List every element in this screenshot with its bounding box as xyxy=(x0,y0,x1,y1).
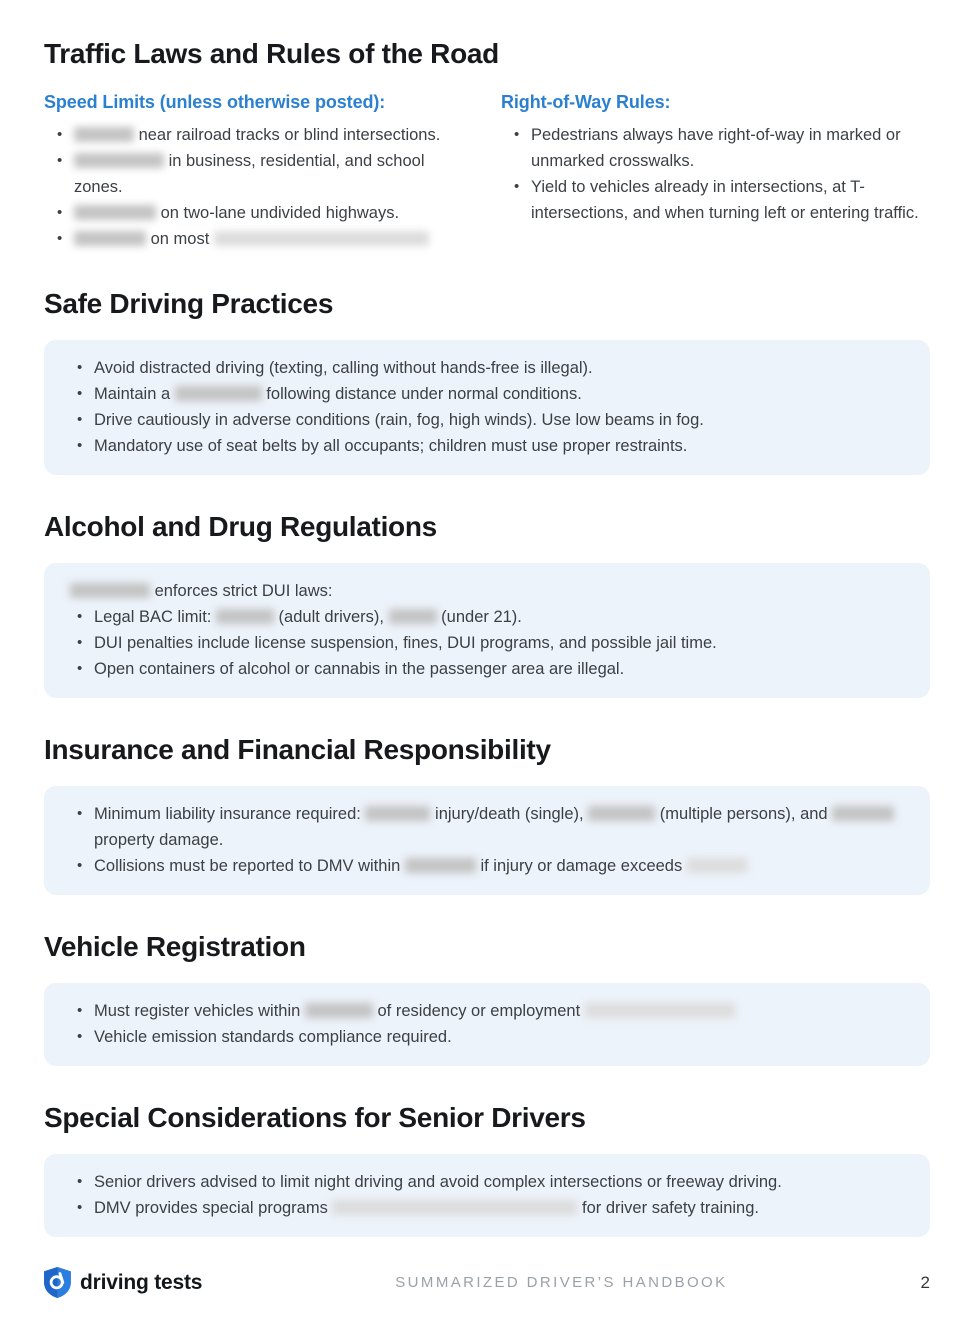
driving-tests-wordmark: driving tests xyxy=(80,1270,203,1294)
bullet-item: • in business, residential, and school zones. xyxy=(74,148,473,200)
bullet-item: • Drive cautiously in adverse conditions (rain, fog, high winds). Use low beams in fog. xyxy=(94,407,904,433)
bullet-item: • Minimum liability insurance required: injury/death (single), (multiple persons), and property damage. xyxy=(94,801,904,853)
alcohol-drugs-list xyxy=(70,604,904,682)
callout-senior-drivers xyxy=(44,1154,930,1237)
section-senior-drivers xyxy=(44,1102,930,1237)
bullet-item: • Mandatory use of seat belts by all occupants; children must use proper restraints. xyxy=(94,433,904,459)
section-vehicle-registration xyxy=(44,931,930,1066)
bullet-item: • Yield to vehicles already in intersections, at T-intersections, and when turning left or entering traffic. xyxy=(531,174,930,226)
bullet-item: • Pedestrians always have right-of-way in marked or unmarked crosswalks. xyxy=(531,122,930,174)
redacted-text xyxy=(389,609,437,624)
callout-insurance xyxy=(44,786,930,895)
redacted-text xyxy=(588,806,655,821)
insurance-list xyxy=(70,801,904,879)
right-of-way-column xyxy=(501,92,930,252)
bullet-item: • Legal BAC limit: (adult drivers), (under 21). xyxy=(94,604,904,630)
redacted-text xyxy=(332,1200,577,1215)
bullet-item: • on most xyxy=(74,226,473,252)
section-alcohol-drugs xyxy=(44,511,930,698)
callout-alcohol-drugs xyxy=(44,563,930,698)
bullet-item: • Open containers of alcohol or cannabis in the passenger area are illegal. xyxy=(94,656,904,682)
section-insurance xyxy=(44,734,930,895)
speed-limits-list xyxy=(44,122,473,252)
bullet-item: • Maintain a following distance under normal conditions. xyxy=(94,381,904,407)
redacted-text xyxy=(74,231,146,246)
bullet-item: • Collisions must be reported to DMV within if injury or damage exceeds xyxy=(94,853,904,879)
callout-vehicle-registration xyxy=(44,983,930,1066)
two-column-rules xyxy=(44,92,930,252)
safe-driving-list xyxy=(70,355,904,459)
bullet-item: • Vehicle emission standards compliance required. xyxy=(94,1024,904,1050)
right-of-way-list xyxy=(501,122,930,226)
bullet-item: • Senior drivers advised to limit night driving and avoid complex intersections or freeway driving. xyxy=(94,1169,904,1195)
page-title: Traffic Laws and Rules of the Road xyxy=(44,38,499,69)
driving-tests-shield-icon xyxy=(44,1267,71,1298)
redacted-text xyxy=(305,1003,373,1018)
right-of-way-heading: Right-of-Way Rules: xyxy=(501,92,671,112)
bullet-item: • near railroad tracks or blind intersections. xyxy=(74,122,473,148)
alcohol-intro-line: enforces strict DUI laws: xyxy=(70,578,904,604)
footer-handbook-label: SUMMARIZED DRIVER’S HANDBOOK xyxy=(395,1274,728,1291)
bullet-item: • on two-lane undivided highways. xyxy=(74,200,473,226)
redacted-text xyxy=(214,231,429,246)
section-heading-insurance: Insurance and Financial Responsibility xyxy=(44,734,551,765)
speed-limits-column xyxy=(44,92,473,252)
callout-safe-driving xyxy=(44,340,930,475)
speed-limits-heading: Speed Limits (unless otherwise posted): xyxy=(44,92,386,112)
section-safe-driving xyxy=(44,288,930,475)
redacted-text xyxy=(216,609,274,624)
section-heading-alcohol-drugs: Alcohol and Drug Regulations xyxy=(44,511,437,542)
redacted-text xyxy=(74,153,164,168)
section-heading-safe-driving: Safe Driving Practices xyxy=(44,288,334,319)
section-heading-senior-drivers: Special Considerations for Senior Drivers xyxy=(44,1102,586,1133)
section-heading-vehicle-registration: Vehicle Registration xyxy=(44,931,306,962)
redacted-text xyxy=(175,386,262,401)
redacted-text xyxy=(74,127,134,142)
bullet-item: • Must register vehicles within of residency or employment xyxy=(94,998,904,1024)
bullet-item: • Avoid distracted driving (texting, calling without hands-free is illegal). xyxy=(94,355,904,381)
page-footer xyxy=(0,1237,974,1324)
redacted-text xyxy=(70,583,150,598)
redacted-text xyxy=(832,806,894,821)
redacted-text xyxy=(687,858,747,873)
bullet-item: • DUI penalties include license suspension, fines, DUI programs, and possible jail time. xyxy=(94,630,904,656)
redacted-text xyxy=(365,806,430,821)
page-number: 2 xyxy=(920,1272,930,1292)
senior-drivers-list xyxy=(70,1169,904,1221)
redacted-text xyxy=(585,1003,735,1018)
redacted-text xyxy=(405,858,476,873)
bullet-item: • DMV provides special programs for driver safety training. xyxy=(94,1195,904,1221)
redacted-text xyxy=(74,205,156,220)
driving-tests-logo xyxy=(44,1267,202,1298)
vehicle-registration-list xyxy=(70,998,904,1050)
